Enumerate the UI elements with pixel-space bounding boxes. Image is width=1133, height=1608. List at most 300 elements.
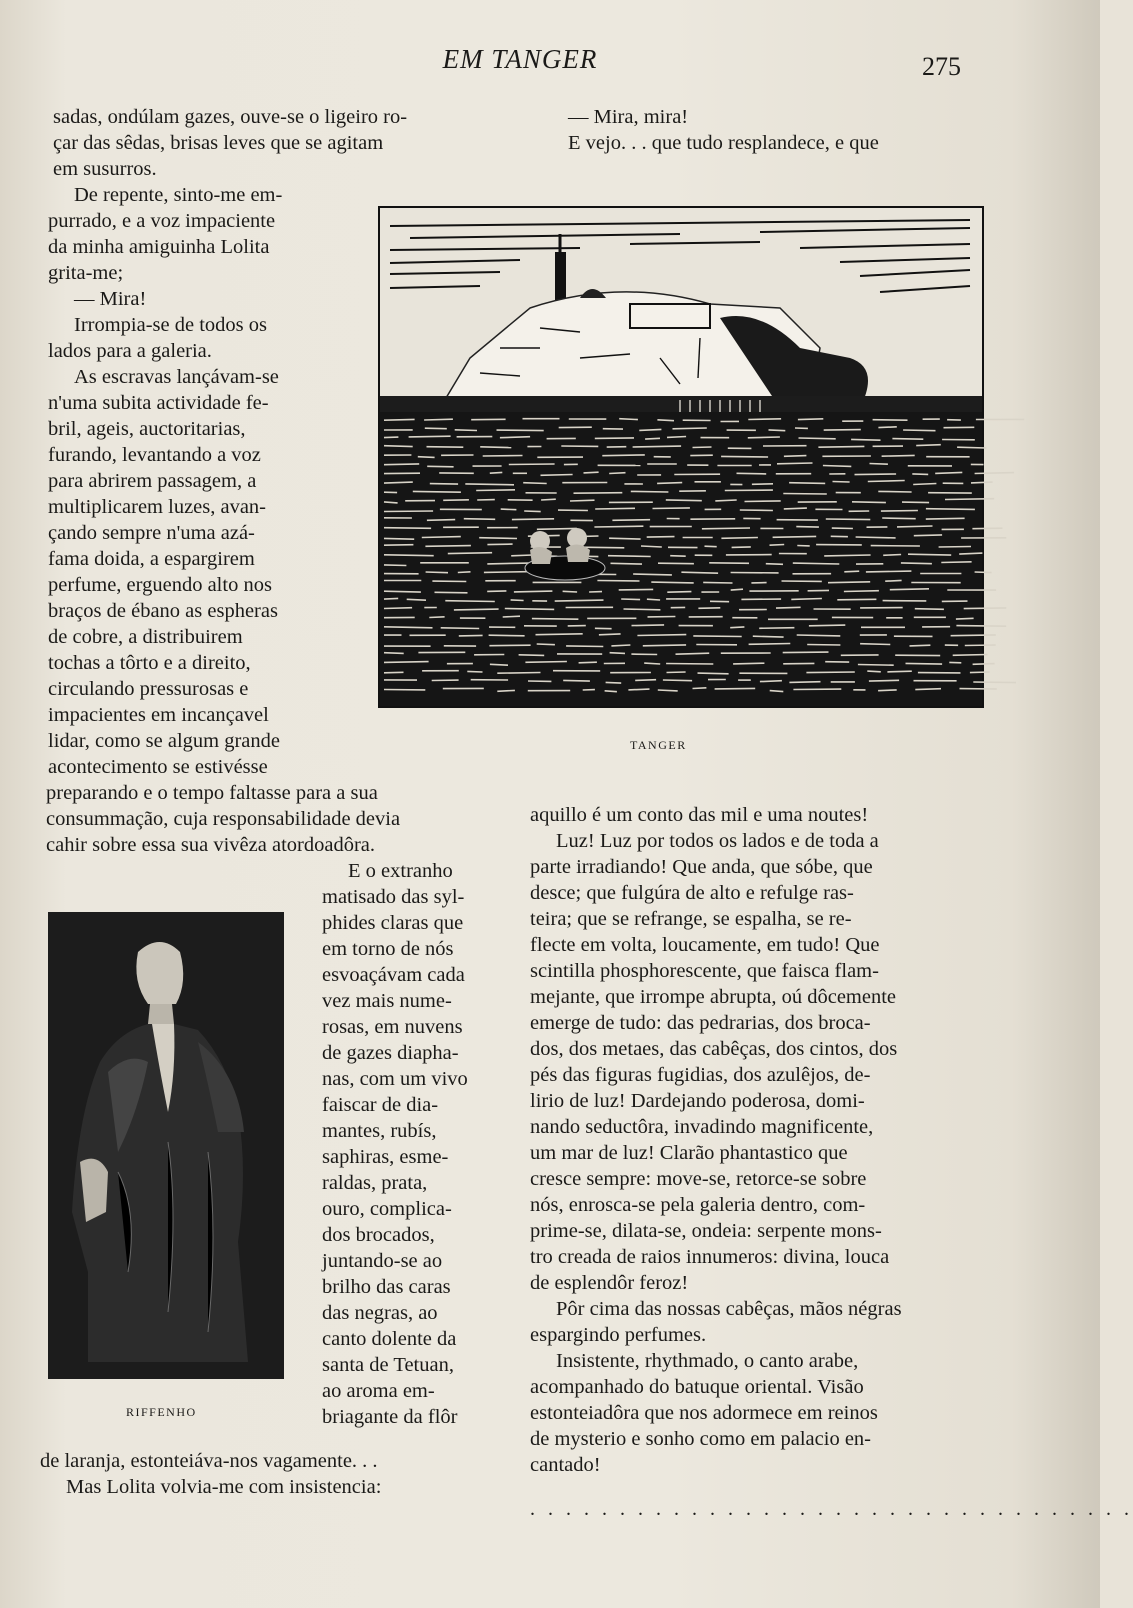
wave-stroke <box>537 528 577 529</box>
text-line: parte irradiando! Que anda, que sóbe, que <box>530 856 873 878</box>
wave-stroke <box>715 688 756 689</box>
wave-stroke <box>610 653 625 654</box>
wave-stroke <box>828 582 870 583</box>
text-line: Pôr cima das nossas cabêças, mãos négras <box>556 1298 902 1320</box>
wave-stroke <box>594 526 643 527</box>
text-line: çando sempre n'uma azá- <box>48 522 255 544</box>
wave-stroke <box>514 591 553 592</box>
wave-stroke <box>868 481 905 482</box>
wave-stroke <box>509 464 555 465</box>
wave-stroke <box>511 600 524 601</box>
text-line: prime-se, dilata-se, ondeia: serpente mons- <box>530 1220 882 1242</box>
wave-stroke <box>407 599 426 600</box>
wave-stroke <box>693 447 712 448</box>
text-line: dos, dos metaes, das cabêças, dos cintos, dos <box>530 1038 898 1060</box>
text-line: ao aroma em- <box>322 1380 435 1402</box>
wave-stroke <box>770 545 785 546</box>
wave-stroke <box>844 571 859 572</box>
text-line: multiplicarem luzes, avan- <box>48 496 267 518</box>
text-line: aquillo é um conto das mil e uma noutes! <box>530 804 869 826</box>
wave-stroke <box>770 691 784 692</box>
wave-stroke <box>945 499 994 500</box>
wave-stroke <box>384 538 414 539</box>
text-line: braços de ébano as espheras <box>48 600 278 622</box>
wave-stroke <box>563 591 578 592</box>
wave-stroke <box>826 519 871 520</box>
wave-stroke <box>730 627 744 628</box>
wave-stroke <box>953 655 988 656</box>
wave-stroke <box>503 616 520 617</box>
wave-stroke <box>424 419 453 420</box>
text-line: Luz! Luz por todos os lados e de toda a <box>556 830 879 852</box>
wave-stroke <box>667 592 691 593</box>
wave-stroke <box>448 553 492 554</box>
wave-stroke <box>883 555 901 556</box>
wave-stroke <box>759 628 794 629</box>
riffenho-drawing <box>48 912 284 1379</box>
wave-stroke <box>425 428 447 429</box>
tanger-illustration <box>378 206 984 708</box>
text-line: lados para a galeria. <box>48 340 212 362</box>
wave-stroke <box>901 563 932 564</box>
wave-stroke <box>384 555 434 556</box>
text-line: sadas, ondúlam gazes, ouve-se o ligeiro ro- <box>53 106 408 128</box>
wave-stroke <box>639 429 661 430</box>
wave-stroke <box>566 646 603 647</box>
left-narrow-text <box>48 182 323 780</box>
wave-stroke <box>957 447 986 448</box>
wave-stroke <box>505 609 554 610</box>
wave-stroke <box>384 446 413 447</box>
wave-stroke <box>698 608 720 609</box>
wave-stroke <box>641 546 662 547</box>
wave-stroke <box>709 563 749 564</box>
wave-stroke <box>651 582 693 583</box>
wave-stroke <box>599 634 621 635</box>
wave-stroke <box>882 518 916 519</box>
wave-stroke <box>631 491 669 492</box>
wave-stroke <box>384 608 412 609</box>
wave-stroke <box>860 644 890 645</box>
wave-stroke <box>681 572 718 573</box>
wave-stroke <box>633 574 672 575</box>
wave-stroke <box>866 571 912 572</box>
text-line: acompanhado do batuque oriental. Visão <box>530 1376 864 1398</box>
text-line: çar das sêdas, brisas leves que se agitam <box>53 132 384 154</box>
text-line: perfume, erguendo alto nos <box>48 574 272 596</box>
wave-stroke <box>459 635 483 636</box>
wave-stroke <box>721 456 768 457</box>
wave-stroke <box>464 519 495 520</box>
text-line: brilho das caras <box>322 1276 451 1298</box>
wave-stroke <box>783 652 829 653</box>
wave-stroke <box>870 464 888 465</box>
wave-stroke <box>855 474 897 475</box>
wave-stroke <box>882 455 915 456</box>
wave-stroke <box>818 446 864 447</box>
wave-stroke <box>536 634 583 635</box>
page-number: 275 <box>922 52 961 81</box>
wave-stroke <box>430 484 458 485</box>
wave-stroke <box>489 635 525 636</box>
text-line: de mysterio e sonho como em palacio en- <box>530 1428 871 1450</box>
wave-stroke <box>971 482 993 483</box>
wave-stroke <box>740 510 773 511</box>
text-line: — Mira! <box>74 288 147 310</box>
wave-stroke <box>609 538 641 539</box>
wave-stroke <box>890 589 929 590</box>
text-line: n'uma subita actividade fe- <box>48 392 269 414</box>
wave-stroke <box>511 555 532 556</box>
text-line: desce; que fulgúra de alto e refulge ras- <box>530 882 854 904</box>
text-line: em torno de nós <box>322 938 454 960</box>
wave-stroke <box>384 528 431 529</box>
text-line: da minha amiguinha Lolita <box>48 236 270 258</box>
wave-stroke <box>570 500 595 501</box>
wave-stroke <box>657 420 674 421</box>
text-line: cahir sobre essa sua vivêza atordoadôra. <box>46 834 375 856</box>
wave-stroke <box>784 508 807 509</box>
wave-stroke <box>637 635 686 636</box>
wave-stroke <box>903 430 935 431</box>
text-line: de gazes diapha- <box>322 1042 459 1064</box>
wave-stroke <box>670 556 686 557</box>
wave-stroke <box>633 446 682 447</box>
text-line: phides claras que <box>322 912 464 934</box>
wave-stroke <box>384 464 419 465</box>
wave-stroke <box>806 672 854 673</box>
wave-stroke <box>823 466 851 467</box>
wave-stroke <box>418 457 435 458</box>
text-line: em susurros. <box>53 158 157 180</box>
wave-stroke <box>490 664 508 665</box>
wave-stroke <box>926 509 975 510</box>
wave-stroke <box>628 689 649 690</box>
text-line: esvoaçávam cada <box>322 964 465 986</box>
wave-stroke <box>973 682 1016 683</box>
text-line: impacientes em incançavel <box>48 704 269 726</box>
wave-stroke <box>916 445 941 446</box>
text-line: faiscar de dia- <box>322 1094 439 1116</box>
wave-stroke <box>760 681 782 682</box>
text-line: um mar de luz! Clarão phantastico que <box>530 1142 848 1164</box>
text-line: E o extranho <box>348 860 453 882</box>
wave-stroke <box>915 609 944 610</box>
riffenho-caption: RIFFENHO <box>126 1405 197 1419</box>
text-line: preparando e o tempo faltasse para a sua <box>46 782 378 804</box>
wave-stroke <box>497 430 544 431</box>
wave-stroke <box>733 663 764 664</box>
text-line: circulando pressurosas e <box>48 678 249 700</box>
wave-stroke <box>658 690 678 691</box>
wave-stroke <box>906 663 943 664</box>
wave-stroke <box>878 491 911 492</box>
wave-stroke <box>885 580 901 581</box>
wave-stroke <box>973 664 995 665</box>
wave-stroke <box>721 538 758 539</box>
wave-stroke <box>541 499 556 500</box>
wave-stroke <box>791 599 822 600</box>
wave-stroke <box>579 662 597 663</box>
text-line: de esplendôr feroz! <box>530 1272 689 1294</box>
wave-stroke <box>454 609 499 610</box>
wave-stroke <box>384 482 413 483</box>
wave-stroke <box>693 688 707 689</box>
text-line: nando seductôra, invadindo magnificente, <box>530 1116 874 1138</box>
wave-stroke <box>512 519 554 520</box>
wave-stroke <box>951 635 996 636</box>
wave-stroke <box>959 553 982 554</box>
wave-stroke <box>523 483 547 484</box>
wave-stroke <box>869 680 899 681</box>
wave-stroke <box>915 689 941 690</box>
text-line: emerge de tudo: das pedrarias, dos broca- <box>530 1012 871 1034</box>
wave-stroke <box>892 439 923 440</box>
text-line: furando, levantando a voz <box>48 444 261 466</box>
wave-stroke <box>693 636 741 637</box>
wave-stroke <box>524 511 541 512</box>
wave-stroke <box>956 618 974 619</box>
text-line: mejante, que irrompe abrupta, oú dôcemente <box>530 986 897 1008</box>
wave-stroke <box>783 494 827 495</box>
wave-stroke <box>619 419 638 420</box>
text-line: ouro, complica- <box>322 1198 452 1220</box>
wave-stroke <box>384 591 421 592</box>
wave-stroke <box>753 636 784 637</box>
wave-stroke <box>769 430 786 431</box>
wave-stroke <box>824 430 861 431</box>
wave-stroke <box>384 511 433 512</box>
wave-stroke <box>926 518 965 519</box>
wave-stroke <box>609 473 625 474</box>
text-line: das negras, ao <box>322 1302 438 1324</box>
wave-stroke <box>476 490 515 491</box>
wave-stroke <box>837 599 876 600</box>
wave-stroke <box>427 466 453 467</box>
wave-stroke <box>777 463 813 464</box>
text-line: para abrirem passagem, a <box>48 470 257 492</box>
wave-stroke <box>666 664 713 665</box>
wave-stroke <box>427 520 455 521</box>
text-line: espargindo perfumes. <box>530 1324 707 1346</box>
text-line: bril, ageis, auctoritarias, <box>48 418 246 440</box>
wave-stroke <box>773 536 817 537</box>
wave-stroke <box>532 619 579 620</box>
wave-stroke <box>541 475 573 476</box>
left-bottom-text <box>40 1448 500 1500</box>
wave-stroke <box>467 671 482 672</box>
wave-stroke <box>705 546 717 547</box>
text-line: mantes, rubís, <box>322 1120 437 1142</box>
wave-stroke <box>703 582 732 583</box>
wave-stroke <box>732 547 751 548</box>
wave-stroke <box>698 673 729 674</box>
wave-stroke <box>731 589 743 590</box>
text-line: scintilla phosphorescente, que faisca flam- <box>530 960 879 982</box>
wave-stroke <box>602 455 645 456</box>
text-line: estonteiadôra que nos adormece em reinos <box>530 1402 878 1424</box>
wave-stroke <box>878 427 896 428</box>
wave-stroke <box>833 482 850 483</box>
wave-stroke <box>425 546 471 547</box>
right-column-text <box>530 802 982 1478</box>
wave-stroke <box>384 437 398 438</box>
wave-stroke <box>912 474 928 475</box>
text-line: acontecimento se estivésse <box>48 756 268 778</box>
wave-stroke <box>972 528 1002 529</box>
wave-stroke <box>608 556 651 557</box>
wave-stroke <box>878 690 897 691</box>
wave-stroke <box>939 547 971 548</box>
text-line: tro creada de raios innumeros: divina, louca <box>530 1246 890 1268</box>
wave-stroke <box>796 527 819 528</box>
text-line: grita-me; <box>48 262 124 284</box>
text-line: rosas, em nuvens <box>322 1016 463 1038</box>
text-line: vez mais nume- <box>322 990 452 1012</box>
riffenho-portrait <box>48 912 284 1379</box>
text-line: De repente, sinto-me em- <box>74 184 283 206</box>
text-line: dos brocados, <box>322 1224 435 1246</box>
wave-stroke <box>384 545 413 546</box>
text-line: cantado! <box>530 1454 601 1476</box>
wave-stroke <box>555 600 604 601</box>
tanger-caption: TANGER <box>630 738 687 752</box>
wave-stroke <box>483 456 523 457</box>
wave-stroke <box>480 447 511 448</box>
text-line: Irrompia-se de todos os <box>74 314 267 336</box>
wave-stroke <box>584 472 599 473</box>
text-line: briagante da flôr <box>322 1406 458 1428</box>
wave-stroke <box>441 628 480 629</box>
text-line: pés das figuras fugidias, dos azulêjos, de- <box>530 1064 871 1086</box>
wave-stroke <box>784 456 807 457</box>
text-line: — Mira, mira! <box>568 106 689 128</box>
text-line: de laranja, estonteiáva-nos vagamente. . . <box>40 1450 378 1472</box>
wave-stroke <box>497 690 515 691</box>
wave-stroke <box>752 484 773 485</box>
wave-stroke <box>858 665 894 666</box>
text-line: nós, enrosca-se pela galeria dentro, com- <box>530 1194 866 1216</box>
text-line: matisado das syl- <box>322 886 465 908</box>
wave-stroke <box>798 419 823 420</box>
wave-stroke <box>935 472 962 473</box>
wave-stroke <box>384 502 398 503</box>
wave-stroke <box>644 663 660 664</box>
wave-stroke <box>611 563 643 564</box>
wave-stroke <box>645 438 660 439</box>
wave-stroke <box>606 682 622 683</box>
wave-stroke <box>426 572 448 573</box>
wave-stroke <box>384 662 429 663</box>
text-line: purrado, e a voz impaciente <box>48 210 276 232</box>
wave-stroke <box>409 436 451 437</box>
wave-stroke <box>497 673 540 674</box>
wave-stroke <box>422 537 461 538</box>
text-line: flecte em volta, loucamente, em tudo! Que <box>530 934 880 956</box>
wave-stroke <box>667 437 686 438</box>
text-line: nas, com um vivo <box>322 1068 468 1090</box>
running-header: EM TANGER <box>442 44 598 74</box>
wave-stroke <box>574 493 623 494</box>
wave-stroke <box>643 645 686 646</box>
wave-stroke <box>501 509 517 510</box>
wave-stroke <box>902 502 929 503</box>
wave-stroke <box>667 672 686 673</box>
wave-stroke <box>455 430 477 431</box>
wave-stroke <box>653 508 690 509</box>
wave-stroke <box>789 682 820 683</box>
wave-stroke <box>605 691 617 692</box>
ellipsis-row: . . . . . . . . . . . . . . . . . . . . . . . . . . . . . . . . . . <box>530 1498 1133 1520</box>
wave-stroke <box>458 572 471 573</box>
wave-stroke <box>807 645 840 646</box>
wave-stroke <box>525 662 567 663</box>
wave-stroke <box>384 419 415 420</box>
wave-stroke <box>702 528 750 529</box>
wave-stroke <box>384 653 404 654</box>
wave-stroke <box>914 535 942 536</box>
wave-stroke <box>479 538 517 539</box>
text-line: E vejo. . . que tudo resplandece, e que <box>568 132 879 154</box>
wave-stroke <box>384 565 406 566</box>
wave-stroke <box>597 581 639 582</box>
wave-stroke <box>435 592 468 593</box>
wave-stroke <box>624 609 661 610</box>
wave-stroke <box>897 526 933 527</box>
right-top-text <box>568 104 993 156</box>
wave-stroke <box>563 680 590 681</box>
wave-stroke <box>797 635 841 636</box>
wave-stroke <box>824 555 870 556</box>
text-line: raldas, prata, <box>322 1172 428 1194</box>
wave-stroke <box>427 447 464 448</box>
wave-stroke <box>673 428 707 429</box>
wave-stroke <box>941 562 971 563</box>
wave-stroke <box>487 591 506 592</box>
wave-stroke <box>881 511 918 512</box>
wave-stroke <box>443 500 469 501</box>
left-wide-text <box>46 780 491 858</box>
wave-stroke <box>489 645 530 646</box>
wave-stroke <box>887 671 911 672</box>
wave-stroke <box>748 437 780 438</box>
wave-stroke <box>635 680 656 681</box>
wave-stroke <box>619 589 654 590</box>
text-line: Insistente, rhythmado, o canto arabe, <box>556 1350 859 1372</box>
wave-stroke <box>595 438 634 439</box>
wave-stroke <box>745 501 781 502</box>
wave-stroke <box>465 484 514 485</box>
wave-stroke <box>676 653 710 654</box>
wave-stroke <box>490 472 503 473</box>
text-line: lirio de luz! Dardejando poderosa, domi- <box>530 1090 865 1112</box>
wave-stroke <box>809 625 845 626</box>
wave-stroke <box>766 564 783 565</box>
text-line: santa de Tetuan, <box>322 1354 454 1376</box>
wave-stroke <box>595 508 635 509</box>
text-line: teira; que se refrange, se espalha, se re- <box>530 908 852 930</box>
wave-stroke <box>970 672 990 673</box>
wave-stroke <box>789 483 825 484</box>
text-line: consummação, cuja responsabilidade devia <box>46 808 401 830</box>
wave-stroke <box>913 484 936 485</box>
wave-stroke <box>749 644 791 645</box>
wave-stroke <box>666 500 702 501</box>
wave-stroke <box>429 617 444 618</box>
wave-stroke <box>658 563 694 564</box>
wave-stroke <box>856 537 896 538</box>
wave-stroke <box>799 438 836 439</box>
